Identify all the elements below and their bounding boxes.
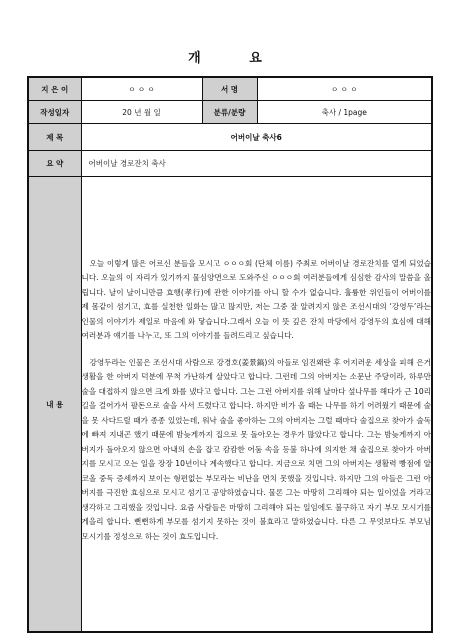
summary-row bbox=[28, 151, 432, 177]
overview-table bbox=[27, 76, 433, 633]
content-body bbox=[81, 177, 432, 633]
content-label: 내 용 bbox=[28, 177, 81, 633]
content-paragraph-1: 오늘 이렇게 많은 어르신 분들을 모시고 ㅇㅇㅇ회 (단체 이름) 주최로 어버이날 경로잔치를 열게 되었습니다. 오늘의 이 자리가 있기까지 물심양면으로 도와주신 ㅇㅇㅇ회 여러분들에게 심심한 감사의 말씀을 올립니다. 날이 날이니만큼 효행(孝行)에 관한 이야기를 아니 할 수가 없습니다. 훌륭한 위인들이 어버이를 제 몸같이 섬기고, 효를 실천한 일화는 많고 많지만, 저는 그중 잘 알려지지 않은 조선시대의 ‘강영두’라는 인물의 이야기가 제일로 마음에 와 닿습니다.그래서 오늘 이 뜻 깊은 잔치 마당에서 강영두의 효심에 대해 여러분과 얘기를 나누고, 또 그의 이야기를 들려드리고 싶습니다. bbox=[81, 258, 431, 341]
date-value: 20 년 월 일 bbox=[81, 101, 202, 124]
author-row bbox=[28, 77, 432, 101]
category-label: 분류/분량 bbox=[202, 101, 257, 124]
signature-label: 서 명 bbox=[202, 77, 257, 101]
summary-value: 어버이날 경로잔치 축사 bbox=[81, 151, 432, 177]
signature-value: ㅇ ㅇ ㅇ bbox=[257, 77, 432, 101]
title-row bbox=[28, 124, 432, 151]
category-value: 축사 / 1page bbox=[257, 101, 432, 124]
content-paragraph-2: 강영두라는 인물은 조선시대 사람으로 강경호(姜景鎬)의 아들로 임진왜란 후 어지러운 세상을 피해 은거생활을 한 아버지 덕분에 무척 가난하게 살았다고 합니다. 그런데 그의 아버지는 소문난 주당이라, 하루만 술을 대접하지 않으면 크게 화를 냈다고 합니다. 그는 그런 아버지를 위해 날마다 섶나무를 해다가 근 10리길을 걸어가서 팔돈으로 술을 사서 드렸다고 합니다. 하지만 비가 올 때는 나무를 하기 어려웠기 때문에 술을 못 사다드릴 때가 종종 있었는데, 워낙 술을 좋아하는 그의 아버지는 그럴 때마다 술집으로 찾아가 술독에 빠져 지내곤 했기 때문에 밤늦게까지 집으로 못 돌아오는 경우가 많았다고 합니다. 그는 밤늦게까지 아버지가 돌아오지 않으면 아내의 손을 잡고 캄캄한 어둠 속을 등불 하나에 의지한 채 술집으로 찾아가 아버지를 모시고 오는 일을 장장 10년이나 계속했다고 합니다. 지금으로 치면 그의 아버지는 생활력 빵점에 알코올 중독 증세까지 보이는 형편없는 부모라는 비난을 면치 못했을 것입니다. 하지만 그의 아들은 그런 아버지를 극진한 효심으로 모시고 섬기고 공양하였습니다. 물론 그는 마땅히 그리해야 되는 일이었을 거라고 생각하고 그리했을 것입니다. 요즘 사람들은 마땅히 그리해야 되는 일임에도 불구하고 자기 부모 모시기를 게을리 합니다. 뻔뻔하게 부모를 섬기지 못하는 것이 불효라고 말하였습니다. 다른 그 무엇보다도 부모님 모시기를 정성으로 하는 것이 효도입니다. bbox=[81, 357, 431, 541]
date-row bbox=[28, 101, 432, 124]
date-label: 작성일자 bbox=[28, 101, 81, 124]
document-title: 어버이날 축사6 bbox=[81, 124, 432, 151]
author-label: 지 은 이 bbox=[28, 77, 81, 101]
summary-label: 요 약 bbox=[28, 151, 81, 177]
author-value: ㅇ ㅇ ㅇ bbox=[81, 77, 202, 101]
content-row bbox=[28, 177, 432, 633]
page-heading: 개 요 bbox=[188, 51, 284, 66]
title-label: 제 목 bbox=[28, 124, 81, 151]
